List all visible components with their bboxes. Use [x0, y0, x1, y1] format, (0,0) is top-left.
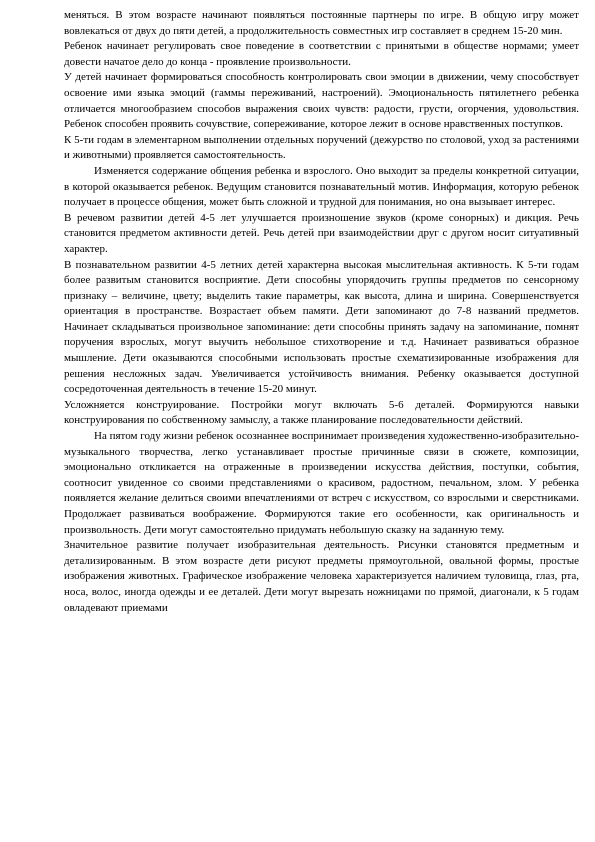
document-body: [64, 8, 579, 616]
paragraph-behavior-regulation: Ребенок начинает регулировать свое поведение в соответствии с принятыми в обществе нормами; умеет довести начатое дело до конца - проявление произвольности.: [64, 40, 579, 68]
paragraph-communication: Изменяется содержание общения ребенка и взрослого. Оно выходит за пределы конкретной ситуации, в которой оказывается ребенок. Ведущим становится познавательный мотив. Информация, которую ребенок получает в процессе общения, может быть сложной и трудной для понимания, но она вызывает интерес.: [64, 164, 579, 209]
paragraph-construction: Усложняется конструирование. Постройки могут включать 5-6 деталей. Формируются навыки конструирования по собственному замыслу, а также планирование последовательности действий.: [64, 398, 579, 427]
paragraph-art-perception: На пятом году жизни ребенок осознаннее воспринимает произведения художественно-изобразительно-музыкального творчества, легко устанавливает простые причинные связи в сюжете, композиции, эмоционально откликается на отраженные в произведении искусства действия, поступки, события, соотносит увиденное со своими представлениями о красивом, радостном, печальном, злом. У ребенка появляется желание делиться своими впечатлениями от встреч с искусством, со взрослыми и сверстниками. Продолжает развиваться воображение. Формируются такие его особенности, как оригинальность и произвольность. Дети могут самостоятельно придумать небольшую сказку на заданную тему.: [64, 430, 579, 536]
paragraph-joint-games: меняться. В этом возрасте начинают появляться постоянные партнеры по игре. В общую игру может вовлекаться от двух до пяти детей, а продолжительность совместных игр составляет в среднем 15-20 мин.: [64, 9, 579, 37]
paragraph-cognitive: В познавательном развитии 4-5 летних детей характерна высокая мыслительная активность. К 5-ти годам более развитым становится восприятие. Дети способны упорядочить группы предметов по сенсорному признаку – величине, цвету; выделить такие параметры, как высота, длина и ширина. Совершенствуется ориентация в пространстве. Возрастает объем памяти. Дети запоминают до 7-8 названий предметов. Начинает складываться произвольное запоминание: дети способны принять задачу на запоминание, помнят поручения взрослых, могут выучить небольшое стихотворение и т.д. Начинает развиваться образное мышление. Дети оказываются способными использовать простые схематизированные изображения для решения несложных задач. Увеличивается устойчивость внимания. Ребенку оказывается доступной сосредоточенная деятельность в течение 15-20 минут.: [64, 258, 579, 396]
paragraph-drawing: Значительное развитие получает изобразительная деятельность. Рисунки становятся предметным и детализированным. В этом возрасте дети рисуют предметы прямоугольной, овальной формы, простые изображения животных. Графическое изображение человека характеризуется наличием туловища, глаз, рта, носа, волос, иногда одежды и ее деталей. Дети могут вырезать ножницами по прямой, диагонали, к 5 годам овладевают приемами: [64, 539, 579, 614]
paragraph-emotions: У детей начинает формироваться способность контролировать свои эмоции в движении, чему способствует освоение ими языка эмоций (гаммы переживаний, настроений). Эмоциональность пятилетнего ребенка отличается многообразием способов выражения своих чувств: радости, грусти, огорчения, удовольствия. Ребенок способен проявить сочувствие, сопереживание, которое лежит в основе нравственных поступков.: [64, 71, 579, 131]
paragraph-speech: В речевом развитии детей 4-5 лет улучшается произношение звуков (кроме сонорных) и дикция. Речь становится предметом активности детей. Речь детей при взаимодействии друг с другом носит ситуативный характер.: [64, 211, 579, 255]
paragraph-independence: К 5-ти годам в элементарном выполнении отдельных поручений (дежурство по столовой, уход за растениями и животными) проявляется самостоятельность.: [64, 133, 579, 162]
